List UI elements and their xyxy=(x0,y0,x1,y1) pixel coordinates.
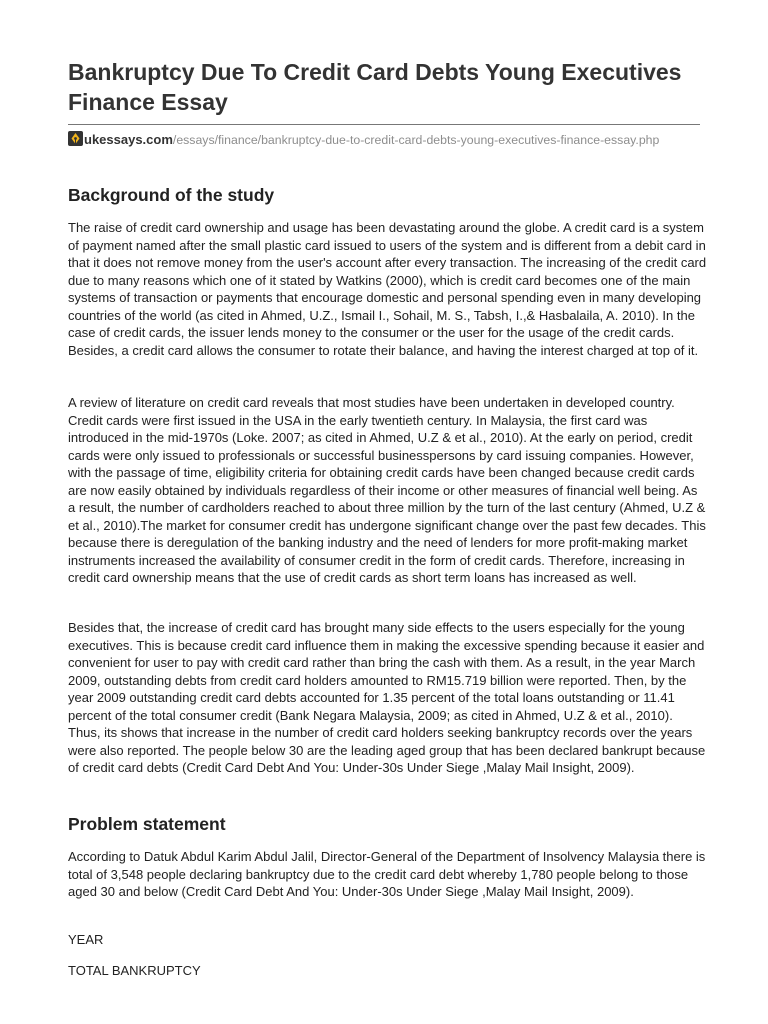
source-site[interactable]: ukessays.com xyxy=(84,132,173,147)
section-heading-background: Background of the study xyxy=(68,185,275,205)
background-paragraph-2: A review of literature on credit card reveals that most studies have been undertaken in developed country. Credit cards were first issued in the USA in the early twentieth century. In Malaysia, the first card was introduced in the mid-1970s (Loke. 2007; as cited in Ahmed, U.Z & et al., 2010). At the early on period, credit cards were only issued to professionals or successful businesspersons by card issuing companies. However, with the passage of time, eligibility criteria for obtaining credit cards have been changed because credit cards are now easily obtained by individuals regardless of their income or other measures of financial well being. As a result, the number of cardholders reached to about three million by the turn of the last century (Ahmed, U.Z & et al., 2010).The market for consumer credit has undergone significant change over the past few decades. This because there is deregulation of the banking industry and the need of lenders for more profit-making market instruments increased the availability of consumer credit in the form of credit cards. Therefore, increasing in credit card ownership means that the use of credit cards as short term loans has increased as well. xyxy=(68,395,706,585)
problem-paragraph: According to Datuk Abdul Karim Abdul Jalil, Director-General of the Department of Insolvency Malaysia there is total of 3,548 people declaring bankruptcy due to the credit card debt whereby 1,780 people belong to those aged 30 and below (Credit Card Debt And You: Under-30s Under Siege ,Malay Mail Insight, 2009). xyxy=(68,849,706,899)
table-label-total-bankruptcy: TOTAL BANKRUPTCY xyxy=(68,963,201,978)
background-paragraph-3: Besides that, the increase of credit card has brought many side effects to the users especially for the young executives. This is because credit card influence them in making the excessive spending because it easier and convenient for user to pay with credit card rather than bring the cash with them. As a result, in the year March 2009, outstanding debts from credit card holders amounted to RM15.719 billion were reported. Then, by the year 2009 outstanding credit card debts accounted for 1.35 percent of the total loans outstanding or 11.41 percent of the total consumer credit (Bank Negara Malaysia, 2009; as cited in Ahmed, U.Z & et al., 2010). Thus, its shows that increase in the number of credit card holders seeking bankruptcy records over the years were also reported. The people below 30 are the leading aged group that has been declared bankrupt because of credit card debts (Credit Card Debt And You: Under-30s Under Siege ,Malay Mail Insight, 2009). xyxy=(68,620,706,775)
source-url[interactable] xyxy=(68,131,708,148)
page-title: Bankruptcy Due To Credit Card Debts Young Executives Finance Essay xyxy=(68,59,682,115)
background-paragraph-1: The raise of credit card ownership and usage has been devastating around the globe. A credit card is a system of payment named after the small plastic card issued to users of the system and is different from a debit card in that it does not remove money from the user's account after every transaction. The increasing of the credit card due to many reasons which one of it stated by Watkins (2000), which is credit card becomes one of the main systems of transaction or payments that encourage domestic and personal spending even in many developing countries of the world (as cited in Ahmed, U.Z., Ismail I., Sohail, M. S., Tabsh, I.,& Hasbalaila, A. 2010). In the case of credit cards, the issuer lends money to the consumer or the user for the usage of the credit cards. Besides, a credit card allows the consumer to rotate their balance, and having the interest charged at top of it. xyxy=(68,220,707,358)
pen-nib-icon xyxy=(68,131,83,146)
source-path[interactable]: /essays/finance/bankruptcy-due-to-credit-card-debts-young-executives-finance-essay.php xyxy=(172,133,660,147)
section-heading-problem: Problem statement xyxy=(68,814,226,834)
title-divider xyxy=(68,124,700,125)
table-label-year: YEAR xyxy=(68,932,104,947)
